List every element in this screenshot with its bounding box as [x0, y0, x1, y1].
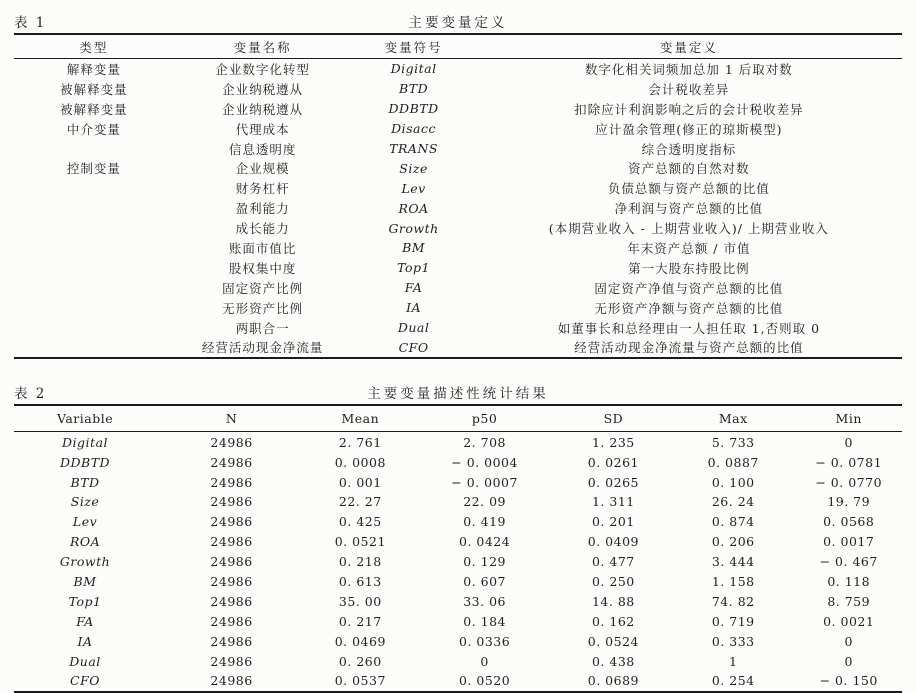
table-cell: 22. 09: [463, 494, 506, 510]
table-cell: 8. 759: [827, 593, 871, 609]
table-cell: 0. 425: [338, 514, 382, 530]
table-cell: 无形资产净额与资产总额的比值: [594, 300, 784, 316]
table-cell: 24986: [210, 554, 253, 570]
table-cell: 被解释变量: [60, 101, 128, 117]
table-cell: [14, 258, 174, 278]
table-cell: FA: [76, 613, 94, 629]
table-cell: 被解释变量: [60, 81, 128, 97]
table-cell: 0. 184: [463, 613, 506, 629]
table1-label: 表 1: [14, 14, 47, 31]
table-row: [14, 572, 902, 592]
table-cell: − 0. 0004: [451, 454, 518, 470]
table-cell: 0. 0336: [459, 633, 511, 649]
table-row: [14, 472, 902, 492]
table-cell: BTD: [70, 474, 100, 490]
table-cell: 1. 235: [591, 434, 635, 450]
header-row: [14, 405, 902, 432]
table2-label: 表 2: [14, 385, 47, 402]
table-cell: DDBTD: [388, 101, 439, 117]
table-cell: 0. 477: [591, 554, 635, 570]
column-header: 变量符号: [351, 34, 475, 59]
table-cell: − 0. 467: [819, 554, 878, 570]
table-cell: 19. 79: [827, 494, 871, 510]
table-cell: 固定资产比例: [222, 280, 304, 296]
column-header: p50: [414, 405, 556, 432]
table-cell: 0. 0469: [334, 633, 386, 649]
table-cell: (本期营业收入 - 上期营业收入)/ 上期营业收入: [548, 221, 829, 237]
table-cell: [14, 337, 174, 358]
table-cell: 24986: [210, 514, 253, 530]
table-cell: Growth: [59, 554, 111, 570]
table-cell: 账面市值比: [228, 240, 297, 256]
table-cell: 0. 438: [591, 653, 635, 669]
table-cell: 0. 874: [711, 514, 755, 530]
table-cell: 企业数字化转型: [215, 61, 310, 77]
table-cell: 年末资产总额 / 市值: [627, 240, 751, 256]
table-cell: 5. 733: [711, 434, 755, 450]
table-cell: 0. 0524: [587, 633, 639, 649]
table-row: [14, 651, 902, 671]
table-cell: 信息透明度: [228, 141, 297, 157]
table-cell: 0: [480, 653, 489, 669]
table-cell: 经营活动现金净流量与资产总额的比值: [574, 340, 804, 356]
table-cell: 0. 217: [338, 613, 382, 629]
table-cell: 0. 0520: [459, 673, 511, 689]
table-cell: 24986: [210, 613, 253, 629]
table2-caption: [14, 379, 902, 404]
table-cell: [14, 318, 174, 338]
table-cell: 0. 333: [711, 633, 755, 649]
table-cell: 0. 0887: [707, 454, 759, 470]
table-cell: 0. 0409: [587, 534, 639, 550]
table-row: [14, 158, 902, 178]
table-cell: IA: [77, 633, 93, 649]
table-cell: 2. 708: [463, 434, 506, 450]
table-cell: − 0. 0770: [815, 474, 883, 490]
table-cell: 0. 0537: [334, 673, 386, 689]
table-row: [14, 278, 902, 298]
table-row: [14, 337, 902, 358]
table-cell: [14, 139, 174, 159]
table-cell: − 0. 0781: [815, 454, 883, 470]
table-cell: 0. 250: [591, 574, 635, 590]
table-cell: 扣除应计利润影响之后的会计税收差异: [574, 101, 804, 117]
table-cell: 1. 311: [591, 494, 635, 510]
table-cell: 负债总额与资产总额的比值: [607, 181, 770, 197]
column-header: SD: [556, 405, 671, 432]
table-cell: 0. 218: [338, 554, 382, 570]
table2-body: [14, 432, 902, 692]
table-cell: 1. 158: [711, 574, 755, 590]
table-cell: Top1: [68, 593, 102, 609]
table-cell: 无形资产比例: [222, 300, 304, 316]
table-cell: 第一大股东持股比例: [628, 260, 750, 276]
table-cell: [14, 218, 174, 238]
table-row: [14, 591, 902, 611]
table-cell: 0. 129: [463, 554, 506, 570]
table-cell: 股权集中度: [228, 260, 297, 276]
table-row: [14, 178, 902, 198]
table-cell: 24986: [210, 673, 253, 689]
table-cell: [14, 178, 174, 198]
table-cell: 33. 06: [463, 593, 506, 609]
descriptive-statistics-table: [14, 404, 902, 693]
table-cell: 控制变量: [66, 161, 121, 177]
table-cell: 0. 0261: [587, 454, 639, 470]
table-cell: 74. 82: [711, 593, 755, 609]
table-cell: 0. 260: [338, 653, 382, 669]
table-cell: Lev: [72, 514, 98, 530]
table-row: [14, 258, 902, 278]
table-cell: 0. 201: [591, 514, 635, 530]
table-cell: 3. 444: [711, 554, 755, 570]
table-cell: 成长能力: [235, 221, 290, 237]
table-cell: 0. 0521: [334, 534, 386, 550]
table-cell: 24986: [210, 653, 253, 669]
table-cell: 会计税收差异: [648, 81, 730, 97]
table-row: [14, 218, 902, 238]
table-cell: Top1: [397, 260, 430, 276]
table-cell: [14, 298, 174, 318]
table-cell: 0. 206: [711, 534, 755, 550]
table-row: [14, 59, 902, 79]
table-cell: 财务杠杆: [235, 181, 290, 197]
table-cell: ROA: [398, 200, 429, 216]
table-row: [14, 119, 902, 139]
table-cell: 企业规模: [235, 161, 290, 177]
table-row: [14, 318, 902, 338]
table-cell: DDBTD: [59, 454, 111, 470]
table-cell: [14, 238, 174, 258]
table-cell: 24986: [210, 434, 253, 450]
table-cell: [14, 278, 174, 298]
table-cell: 1: [729, 653, 738, 669]
table-cell: 如董事长和总经理由一人担任取 1,否则取 0: [557, 320, 821, 336]
table-cell: Digital: [62, 434, 109, 450]
table-cell: 综合透明度指标: [641, 141, 737, 157]
table-row: [14, 298, 902, 318]
table-cell: 盈利能力: [235, 201, 290, 217]
table-cell: − 0. 0007: [451, 474, 518, 490]
table-cell: 0. 719: [711, 613, 755, 629]
table-row: [14, 671, 902, 692]
table-cell: 0. 001: [338, 474, 382, 490]
table-row: [14, 79, 902, 99]
table-row: [14, 198, 902, 218]
column-header: Mean: [307, 405, 414, 432]
table-cell: 24986: [210, 454, 253, 470]
table-cell: 24986: [210, 474, 253, 490]
column-header: 变量名称: [174, 34, 352, 59]
table-cell: 0. 613: [338, 574, 382, 590]
table-cell: 0. 100: [711, 474, 755, 490]
table-row: [14, 432, 902, 452]
table-cell: 固定资产净值与资产总额的比值: [594, 280, 784, 296]
table-cell: 企业纳税遵从: [222, 81, 304, 97]
variable-definition-table: [14, 33, 902, 359]
table-cell: 0. 118: [827, 574, 871, 590]
table1-caption: [14, 8, 902, 33]
table-cell: 代理成本: [235, 121, 290, 137]
table-cell: 24986: [210, 593, 253, 609]
table-cell: 0. 419: [463, 514, 506, 530]
table-cell: BTD: [399, 81, 429, 97]
table-row: [14, 99, 902, 119]
table-cell: − 0. 150: [819, 673, 878, 689]
table-cell: 企业纳税遵从: [222, 101, 304, 117]
table-cell: 0. 0021: [823, 613, 875, 629]
table-cell: 中介变量: [66, 121, 121, 137]
table-cell: 0. 0424: [459, 534, 511, 550]
table-cell: Dual: [69, 653, 101, 669]
table-row: [14, 452, 902, 472]
table-cell: 解释变量: [66, 61, 121, 77]
table-cell: Growth: [388, 220, 439, 236]
table-cell: ROA: [69, 534, 101, 550]
table-cell: Dual: [397, 320, 430, 336]
table-cell: Disacc: [391, 121, 437, 137]
table-cell: 24986: [210, 574, 253, 590]
table-cell: 0: [844, 434, 853, 450]
table-row: [14, 532, 902, 552]
table-cell: 14. 88: [591, 593, 635, 609]
table-cell: 0. 607: [463, 574, 506, 590]
table-cell: 26. 24: [711, 494, 755, 510]
table-row: [14, 552, 902, 572]
column-header: N: [156, 405, 307, 432]
table-cell: 数字化相关词频加总加 1 后取对数: [584, 61, 793, 77]
table2-header: [14, 405, 902, 432]
table-cell: 0: [844, 653, 853, 669]
table-cell: 0. 0689: [587, 673, 639, 689]
table-cell: 应计盈余管理(修正的琼斯模型): [595, 121, 783, 137]
table-cell: 24986: [210, 633, 253, 649]
column-header: 变量定义: [476, 34, 902, 59]
table-cell: Lev: [401, 180, 426, 196]
table-cell: CFO: [398, 339, 429, 355]
column-header: Max: [671, 405, 795, 432]
table-cell: Digital: [390, 61, 437, 77]
table-cell: 0. 0265: [587, 474, 639, 490]
table-cell: FA: [404, 280, 423, 296]
column-header: 类型: [14, 34, 174, 59]
table-cell: 0. 254: [711, 673, 755, 689]
table-cell: 2. 761: [338, 434, 382, 450]
table-cell: Size: [70, 494, 100, 510]
table1-title: 主要变量定义: [408, 14, 508, 31]
table-row: [14, 238, 902, 258]
header-row: [14, 34, 902, 59]
table-cell: IA: [406, 300, 422, 316]
table-cell: 两职合一: [235, 320, 290, 336]
table1-body: [14, 59, 902, 359]
table-cell: 经营活动现金净流量: [201, 340, 324, 356]
table-cell: 0. 162: [591, 613, 635, 629]
table-cell: TRANS: [389, 141, 438, 156]
table-cell: BM: [73, 574, 97, 590]
table-cell: 24986: [210, 534, 253, 550]
table-cell: 0: [844, 633, 853, 649]
column-header: Variable: [14, 405, 156, 432]
table-cell: 35. 00: [338, 593, 382, 609]
table-cell: CFO: [70, 673, 101, 689]
table-cell: 净利润与资产总额的比值: [614, 201, 764, 217]
table-cell: BM: [402, 240, 426, 256]
table-row: [14, 492, 902, 512]
table-row: [14, 512, 902, 532]
table-cell: 0. 0017: [823, 534, 875, 550]
table-row: [14, 139, 902, 159]
table-gap: [14, 359, 902, 379]
table-cell: Size: [399, 160, 428, 176]
table2-title: 主要变量描述性统计结果: [367, 385, 549, 402]
table1-header: [14, 34, 902, 59]
column-header: Min: [795, 405, 902, 432]
table-row: [14, 631, 902, 651]
table-cell: 资产总额的自然对数: [628, 161, 750, 177]
table-cell: 0. 0568: [823, 514, 875, 530]
table-row: [14, 611, 902, 631]
table-cell: 0. 0008: [334, 454, 386, 470]
table-cell: 22. 27: [338, 494, 382, 510]
table-cell: [14, 198, 174, 218]
table-cell: 24986: [210, 494, 253, 510]
